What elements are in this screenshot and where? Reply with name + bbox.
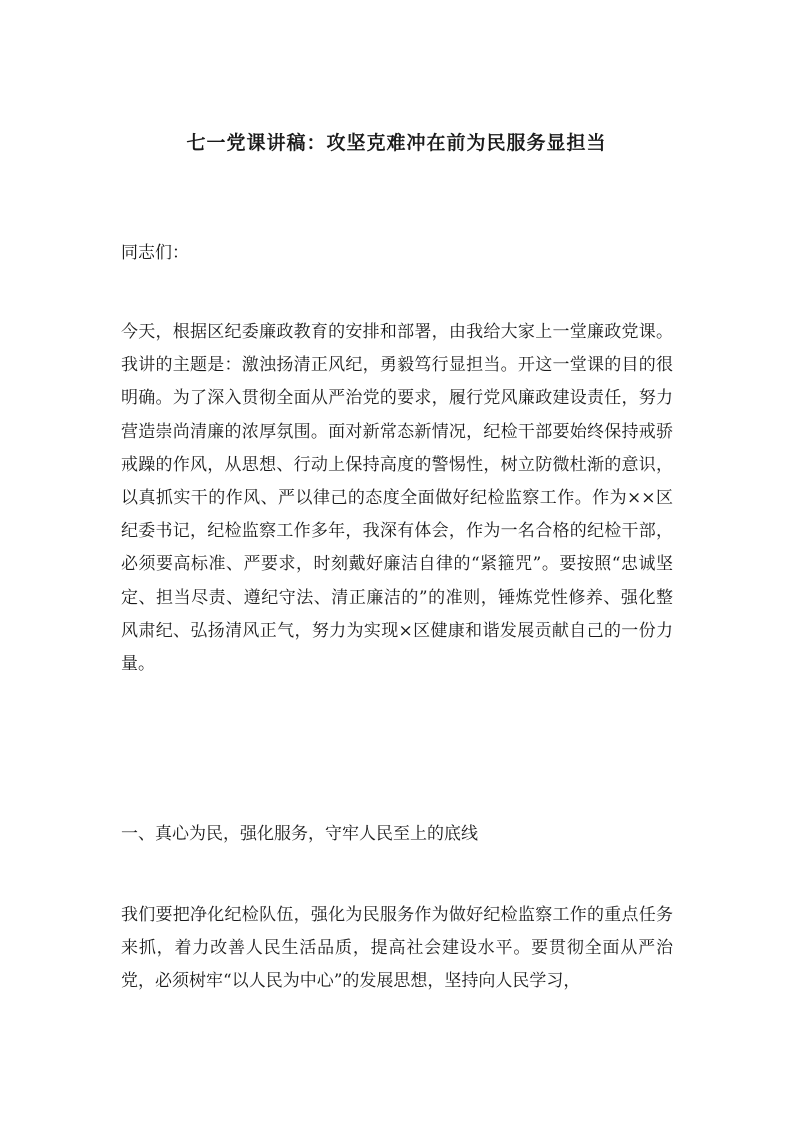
section-heading-1: 一、真心为民，强化服务，守牢人民至上的底线	[121, 824, 478, 844]
paragraph-intro: 今天，根据区纪委廉政教育的安排和部署，由我给大家上一堂廉政党课。我讲的主题是：激浊扬清正风纪，勇毅笃行显担当。开这一堂课的目的很明确。为了深入贯彻全面从严治党的要求，履行党风廉政建设责任，努力营造崇尚清廉的浓厚氛围。面对新常态新情况，纪检干部要始终保持戒骄戒躁的作风，从思想、行动上保持高度的警惕性，树立防微杜渐的意识，以真抓实干的作风、严以律己的态度全面做好纪检监察工作。作为××区纪委书记，纪检监察工作多年，我深有体会，作为一名合格的纪检干部，必须要高标准、严要求，时刻戴好廉洁自律的“紧箍咒”。要按照“忠诚坚定、担当尽责、遵纪守法、清正廉洁的”的准则，锤炼党性修养、强化整风肃纪、弘扬清风正气，努力为实现×区健康和谐发展贡献自己的一份力量。	[121, 322, 673, 675]
document-title: 七一党课讲稿：攻坚克难冲在前为民服务显担当	[186, 132, 607, 154]
salutation: 同志们：	[121, 243, 189, 263]
paragraph-section-1: 我们要把净化纪检队伍，强化为民服务作为做好纪检监察工作的重点任务来抓，着力改善人民生活品质，提高社会建设水平。要贯彻全面从严治党，必须树牢“以人民为中心”的发展思想，坚持向人民学习，	[121, 905, 673, 992]
